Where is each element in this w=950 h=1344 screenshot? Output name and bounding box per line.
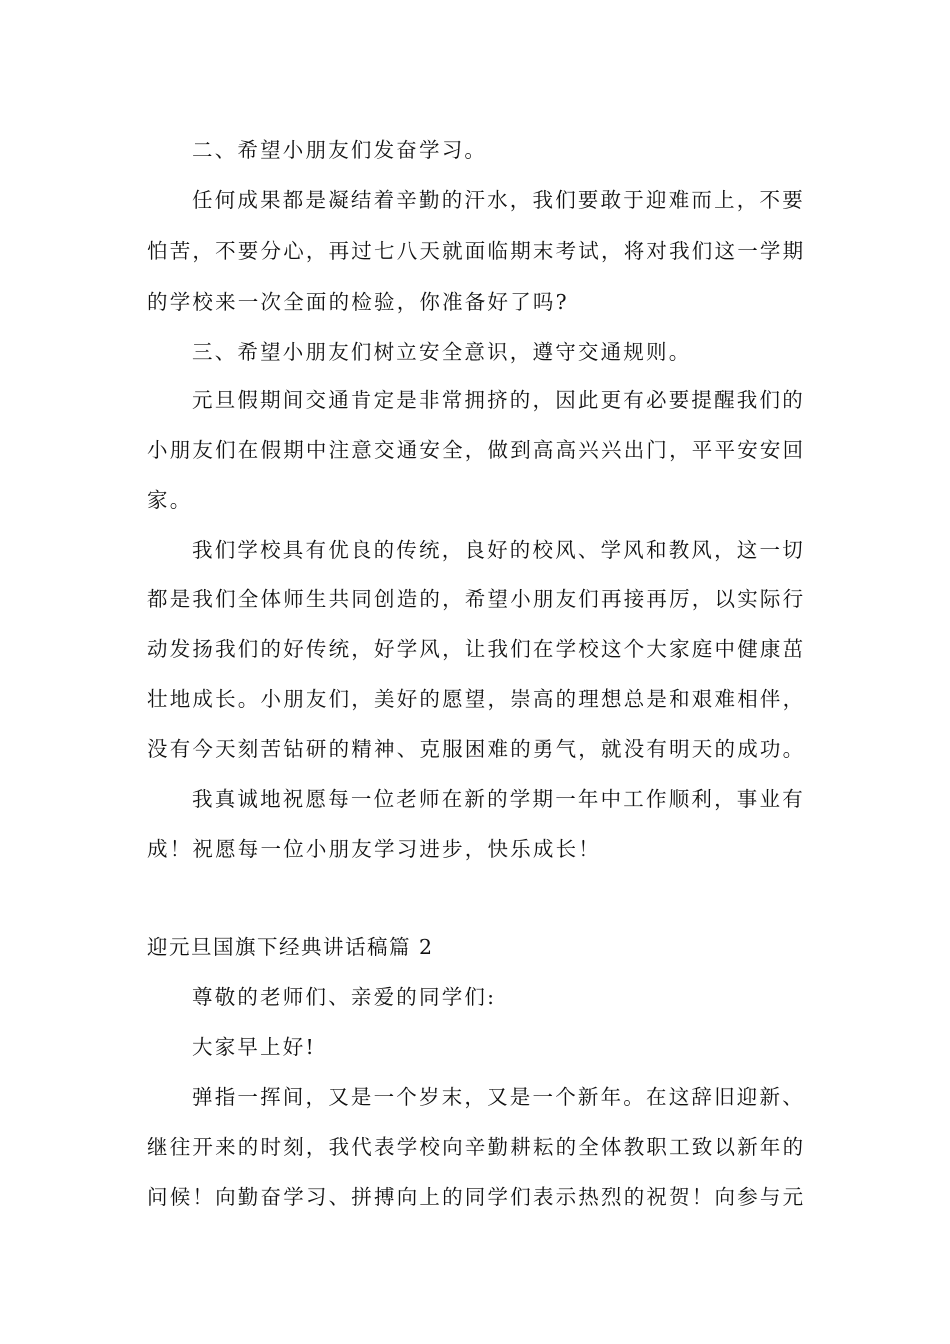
point-3-heading: 三、希望小朋友们树立安全意识，遵守交通规则。 <box>192 340 692 364</box>
paragraph-line: 怕苦，不要分心，再过七八天就面临期末考试，将对我们这一学期 <box>147 239 806 263</box>
section-title: 迎元旦国旗下经典讲话稿篇 2 <box>147 935 434 959</box>
paragraph-line: 成！祝愿每一位小朋友学习进步，快乐成长！ <box>147 837 601 861</box>
paragraph-line: 弹指一挥间，又是一个岁末，又是一个新年。在这辞旧迎新、 <box>192 1085 805 1109</box>
paragraph-line: 我们学校具有优良的传统，良好的校风、学风和教风，这一切 <box>192 538 805 562</box>
paragraph-line: 小朋友们在假期中注意交通安全，做到高高兴兴出门，平平安安回 <box>147 438 806 462</box>
paragraph-line: 任何成果都是凝结着辛勤的汗水，我们要敢于迎难而上，不要 <box>192 188 805 212</box>
paragraph-line: 壮地成长。小朋友们，美好的愿望，崇高的理想总是和艰难相伴， <box>147 687 806 711</box>
paragraph-line: 都是我们全体师生共同创造的，希望小朋友们再接再厉，以实际行 <box>147 587 806 611</box>
paragraph-line: 继往开来的时刻，我代表学校向辛勤耕耘的全体教职工致以新年的 <box>147 1135 806 1159</box>
point-2-heading: 二、希望小朋友们发奋学习。 <box>192 138 488 162</box>
salutation: 尊敬的老师们、亲爱的同学们: <box>192 985 497 1009</box>
paragraph-line: 没有今天刻苦钻研的精神、克服困难的勇气，就没有明天的成功。 <box>147 737 806 761</box>
greeting: 大家早上好! <box>192 1035 316 1059</box>
paragraph-line: 的学校来一次全面的检验，你准备好了吗? <box>147 290 569 314</box>
paragraph-line: 问候！向勤奋学习、拼搏向上的同学们表示热烈的祝贺！向参与元 <box>147 1185 806 1209</box>
paragraph-line: 家。 <box>147 488 193 512</box>
paragraph-line: 我真诚地祝愿每一位老师在新的学期一年中工作顺利，事业有 <box>192 787 805 811</box>
paragraph-line: 动发扬我们的好传统，好学风，让我们在学校这个大家庭中健康茁 <box>147 637 806 661</box>
paragraph-line: 元旦假期间交通肯定是非常拥挤的，因此更有必要提醒我们的 <box>192 388 805 412</box>
